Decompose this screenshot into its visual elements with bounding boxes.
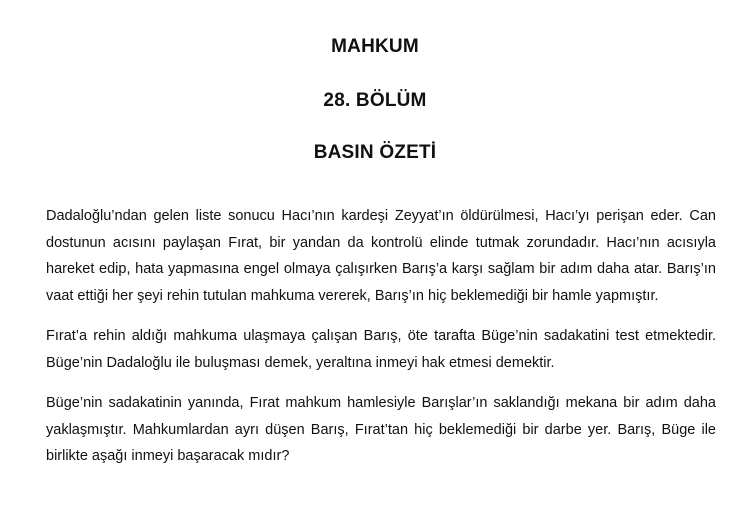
episode-heading: 28. BÖLÜM	[323, 90, 427, 111]
paragraph-1: Dadaloğlu’ndan gelen liste sonucu Hacı’nın kardeşi Zeyyat’ın öldürülmesi, Hacı’yı perişan eder. Can dostunun acısını paylaşan Fırat, bir yandan da kontrolü elinde tutmak zorundadır. Hacı’nın acısıyla hareket edip, hata yapmasına engel olmaya çalışırken Barış’a karşı sağlam bir adım daha atar. Barış’ın vaat ettiği her şeyi rehin tutulan mahkuma vererek, Barış’ın hiç beklemediği bir hamle yapmıştır.	[46, 208, 716, 304]
document-title: MAHKUM	[331, 36, 419, 57]
paragraph-2: Fırat’a rehin aldığı mahkuma ulaşmaya çalışan Barış, öte tarafta Büge’nin sadakatini test etmektedir. Büge’nin Dadaloğlu ile buluşması demek, yeraltına inmeyi hak etmesi demektir.	[46, 328, 716, 371]
paragraph-3: Büge’nin sadakatinin yanında, Fırat mahkum hamlesiyle Barışlar’ın saklandığı mekana bir adım daha yaklaşmıştır. Mahkumlardan ayrı düşen Barış, Fırat’tan hiç beklemediği bir darbe yer. Barış, Büge ile birlikte aşağı inmeyi başaracak mıdır?	[46, 395, 716, 464]
section-heading: BASIN ÖZETİ	[313, 142, 437, 163]
document-body	[46, 203, 716, 484]
